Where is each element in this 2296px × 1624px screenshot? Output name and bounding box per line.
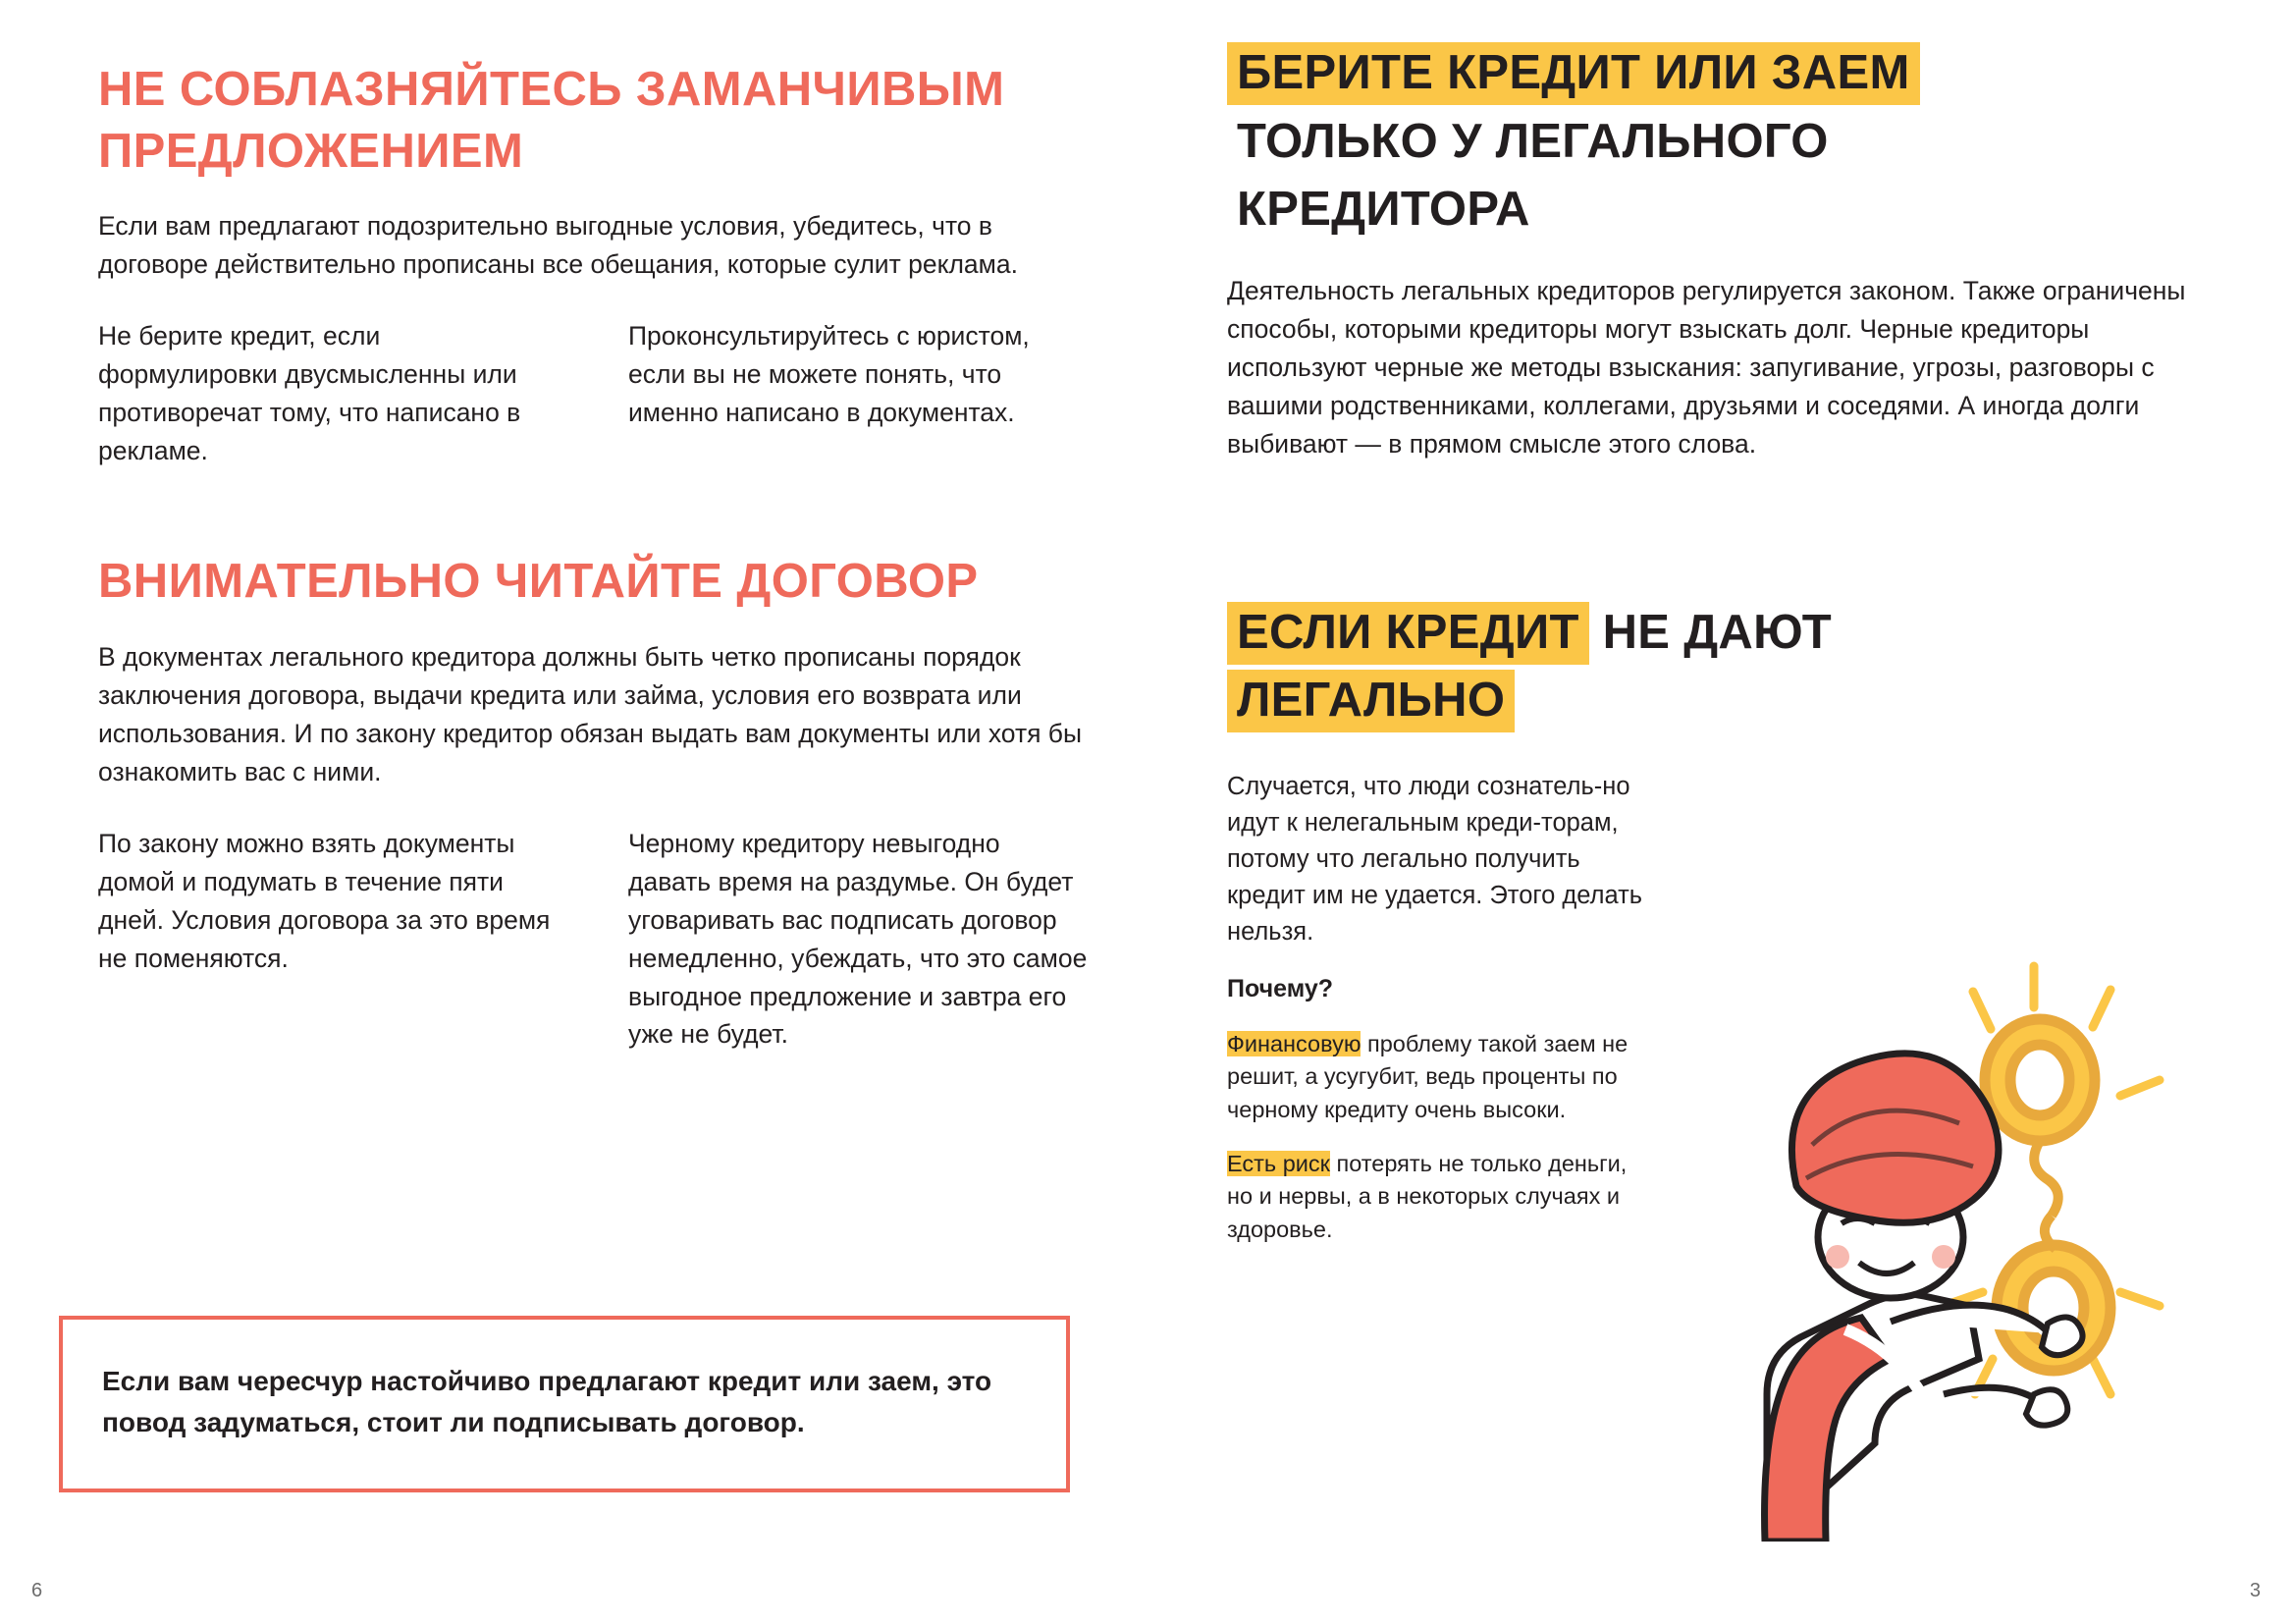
paragraph-legal-creditors: Деятельность легальных кредиторов регулируется законом. Также ограничены способы, которыми кредиторы могут взыскать долг. Черные кредиторы используют черные же методы взыскания: запугивание, угрозы, разговоры с вашими родственниками, коллегами, друзьями и соседями. А иногда долги выбивают — в прямом смысле этого слова. <box>1227 275 2186 459</box>
reason-1-highlight: Финансовую <box>1227 1031 1362 1056</box>
column-1-text-2: По закону можно взять документы домой и подумать в течение пяти дней. Условия договора за это время не поменяются. <box>98 828 551 973</box>
column-2-text-1: Проконсультируйтесь с юристом, если вы не можете понять, что именно написано в документах. <box>628 321 1030 428</box>
illustration-svg <box>1649 933 2258 1542</box>
reason-2 <box>1227 1148 1649 1246</box>
page-number-right: 3 <box>2249 1580 2261 1601</box>
heading-berite-kredit <box>1227 39 2218 244</box>
page-number-left: 6 <box>31 1580 43 1601</box>
heading-ne-soblaznyaytes: НЕ СОБЛАЗНЯЙТЕСЬ ЗАМАНЧИВЫМ ПРЕДЛОЖЕНИЕМ <box>98 63 1005 178</box>
label-pochemu: Почему? <box>1227 974 1334 1002</box>
two-column-block-2 <box>98 825 1090 1055</box>
reason-2-rest: потерять не только деньги, но и нервы, а в некоторых случаях и здоровье. <box>1227 1151 1628 1242</box>
left-page-column <box>98 59 1090 1054</box>
column-2-text-2: Черному кредитору невыгодно давать время на раздумье. Он будет уговаривать вас подписать договор немедленно, убеждать, что это самое выгодное предложение и завтра его уже не будет. <box>628 828 1088 1050</box>
callout-box <box>59 1316 1070 1492</box>
heading2-line2: ЛЕГАЛЬНО <box>1227 670 1515 732</box>
heading2-highlight: ЕСЛИ КРЕДИТ <box>1227 602 1589 665</box>
two-column-block-1 <box>98 317 1090 470</box>
paragraph-sluchaetsya: Случается, что люди сознатель-но идут к нелегальным креди-торам, потому что легально получить кредит им не удается. Этого делать нельзя. <box>1227 772 1643 946</box>
callout-text: Если вам чересчур настойчиво предлагают кредит или заем, это повод задуматься, стоит ли подписывать договор. <box>102 1366 992 1437</box>
column-1-text-1: Не берите кредит, если формулировки двусмысленны или противоречат тому, что написано в рекламе. <box>98 321 521 466</box>
heading-line2: ТОЛЬКО У ЛЕГАЛЬНОГО <box>1237 114 1829 168</box>
heading-vnimatelno-chitayte-dogovor: ВНИМАТЕЛЬНО ЧИТАЙТЕ ДОГОВОР <box>98 555 979 609</box>
reasons-block <box>1227 769 1649 1247</box>
reason-1-rest: проблему такой заем не решит, а усугубит, ведь проценты по черному кредиту очень высоки. <box>1227 1031 1629 1122</box>
heading-line3: КРЕДИТОРА <box>1237 183 1530 237</box>
reason-2-highlight: Есть риск <box>1227 1151 1330 1177</box>
heading-highlight-line1: БЕРИТЕ КРЕДИТ ИЛИ ЗАЕМ <box>1227 42 1920 105</box>
reason-1 <box>1227 1028 1649 1126</box>
paragraph-intro-2: В документах легального кредитора должны быть четко прописаны порядок заключения договора, выдачи кредита или займа, условия его возврата или использования. И по закону кредитор обязан выдать вам документы или хотя бы ознакомить вас с ними. <box>98 641 1083 786</box>
heading2-rest: НЕ ДАЮТ <box>1588 605 1832 659</box>
heading-esli-kredit-ne-dayut <box>1227 599 2218 735</box>
illustration-person-handcuffs <box>1649 933 2258 1542</box>
paragraph-intro-1: Если вам предлагают подозрительно выгодные условия, убедитесь, что в договоре действительно прописаны все обещания, которые сулит реклама. <box>98 211 1018 280</box>
